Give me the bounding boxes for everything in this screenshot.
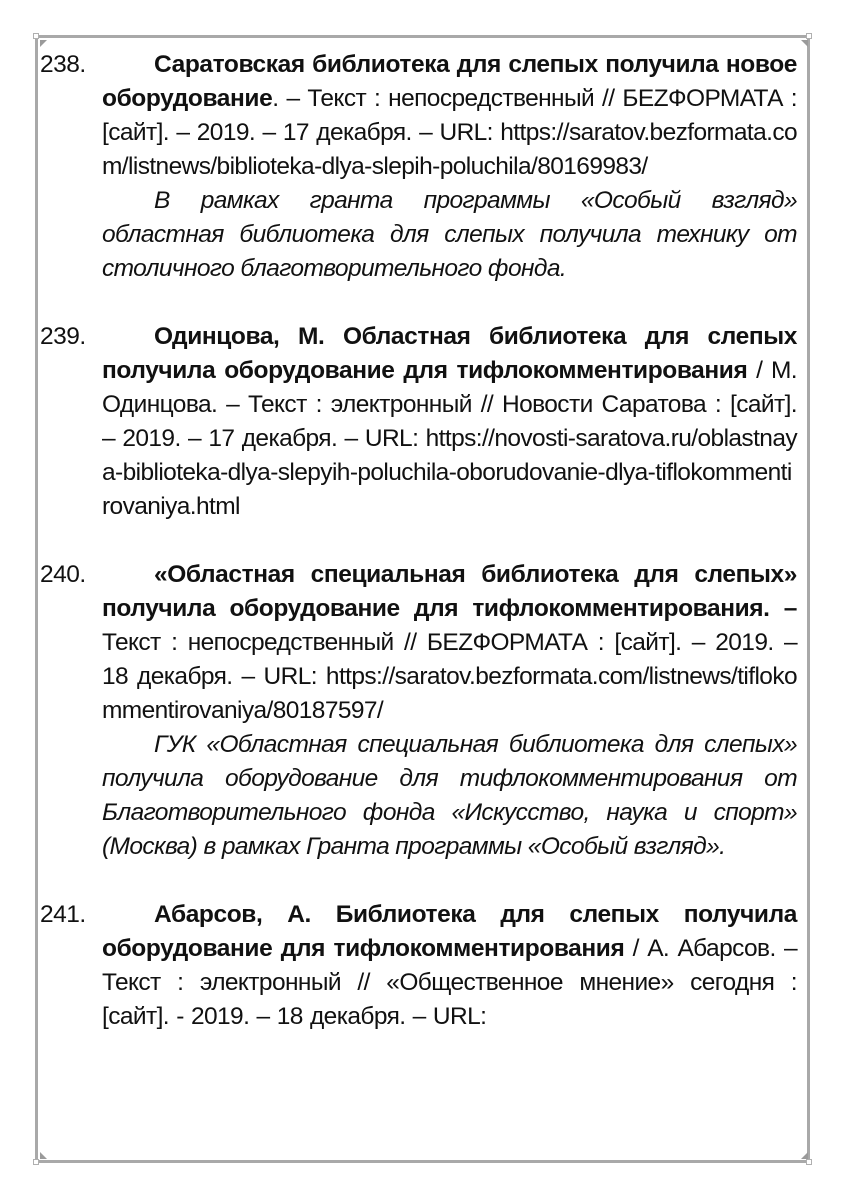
entry-number: 239. [40,323,86,350]
corner-triangle-top-right [801,40,808,47]
bibliography-entry [40,320,797,524]
entry-annotation [40,184,797,286]
entry-annotation-text: В рамках гранта программы «Особый взгляд» областная библиотека для слепых получила технику от столичного благотворительного фонда. [102,187,797,282]
entry-annotation-text: ГУК «Областная специальная библиотека для слепых» получила оборудование для тифлокомментирования от Благотворительного фонда «Искусство, наука и спорт» (Москва) в рамках Гранта программы «Особый взгляд». [102,731,797,860]
bibliography-entry [40,48,797,286]
corner-triangle-bottom-left [40,1152,47,1159]
entry-url[interactable]: https://saratov.bezformata.com/listnews/tiflokommentirovaniya/80187597/ [102,663,797,724]
frame-corner-bottom-right [806,1159,812,1165]
entry-annotation [40,728,797,864]
bibliography-list [40,48,797,1068]
entry-number: 238. [40,51,86,78]
entry-number: 241. [40,901,86,928]
entry-citation [40,558,797,728]
entry-title: Саратовская библиотека для слепых получила новое оборудование [102,51,797,112]
entry-citation [40,320,797,524]
entry-details: / А. Абарсов. – Текст : электронный // «Общественное мнение» сегодня : [сайт]. - 2019. – 18 декабря. – URL: [102,935,798,1030]
frame-corner-bottom-left [33,1159,39,1165]
bibliography-entry [40,898,797,1034]
entry-details: / М. Одинцова. – Текст : электронный // Новости Саратова : [сайт]. – 2019. – 17 декабря. – URL: [102,357,798,452]
entry-details: . – Текст : непосредственный // БЕZФОРМАТА : [сайт]. – 2019. – 17 декабря. – URL: [102,85,797,146]
frame-corner-top-right [806,33,812,39]
entry-title: «Областная специальная библиотека для слепых» получила оборудование для тифлокомментирования. – [102,561,797,622]
corner-triangle-top-left [40,40,47,47]
entry-details: Текст : непосредственный // БЕZФОРМАТА : [сайт]. – 2019. – 18 декабря. – URL: [102,629,797,690]
corner-triangle-bottom-right [801,1152,808,1159]
bibliography-entry [40,558,797,864]
entry-number: 240. [40,561,86,588]
frame-corner-top-left [33,33,39,39]
entry-title: Абарсов, А. Библиотека для слепых получила оборудование для тифлокомментирования [102,901,797,962]
entry-title: Одинцова, М. Областная библиотека для слепых получила оборудование для тифлокомментирования [102,323,797,384]
entry-url[interactable]: https://saratov.bezformata.com/listnews/biblioteka-dlya-slepih-poluchila/80169983/ [102,119,797,180]
entry-citation [40,898,797,1034]
entry-url[interactable]: https://novosti-saratova.ru/oblastnaya-biblioteka-dlya-slepyih-poluchila-oborudovanie-dlya-tiflokommentirovaniya.html [102,425,797,520]
entry-citation [40,48,797,184]
